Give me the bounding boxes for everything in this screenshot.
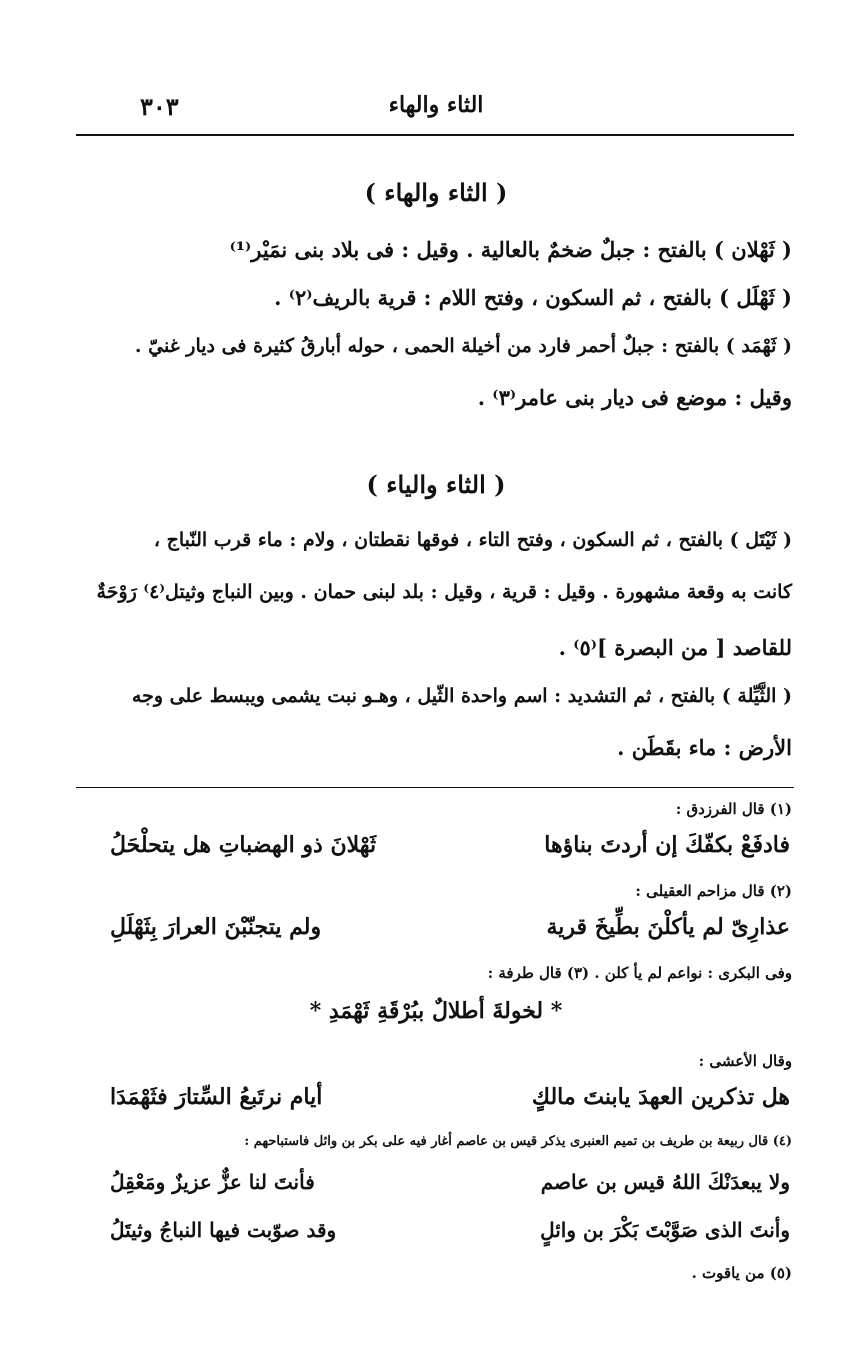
- footnote-rule: [76, 787, 794, 788]
- header-rule: [76, 134, 794, 136]
- entry-line: ( ثَهْلان ) بالفتح : جبلٌ ضخمٌ بالعالية . وقيل : فى بلاد بنى نمَيْر⁽¹⁾: [229, 237, 792, 262]
- verse-hemistich: وأنتَ الذى صَوَّبْتَ بَكْرَ بن وائلٍ: [540, 1218, 790, 1242]
- footnote-verse: * لخولةَ أطلالٌ ببُرْقَةِ ثَهْمَدِ *: [309, 998, 563, 1024]
- entry-line: ( ثَهْلَل ) بالفتح ، ثم السكون ، وفتح اللام : قرية بالريف⁽٢⁾ .: [274, 285, 792, 310]
- footnote-heading: وقال الأعشى :: [698, 1052, 792, 1070]
- page-number: ٣٠٣: [140, 92, 179, 121]
- footnote-note: وفى البكرى : نواعم لم يأ كلن . (٣) قال طرفة :: [487, 964, 792, 982]
- entry-line: ( ثَيْتَل ) بالفتح ، ثم السكون ، وفتح التاء ، فوقها نقطتان ، ولام : ماء قرب النّباج ،: [153, 529, 792, 551]
- entry-line: وقيل : موضع فى ديار بنى عامر⁽٣⁾ .: [477, 385, 792, 410]
- verse-hemistich: ولم يتجنّبْنَ العرارَ بِثَهْلَلِ: [110, 914, 322, 940]
- entry-line: للقاصد [ من البصرة ]⁽٥⁾ .: [558, 635, 792, 660]
- footnote-source: (٥) من ياقوت .: [691, 1264, 792, 1282]
- verse-hemistich: فأنتَ لنا عزٌّ عزيزٌ ومَعْقِلُ: [110, 1170, 315, 1194]
- verse-hemistich: وقد صوّبت فيها النباجُ وثيتَلُ: [110, 1218, 337, 1242]
- footnote-heading: (٤) قال ربيعة بن طريف بن تميم العنبرى يذكر قيس بن عاصم أغار فيه على بكر بن وائل فاستباحهم :: [244, 1134, 792, 1149]
- verse-hemistich: عذارِىّ لم يأكلْنَ بطِّيخَ قرية: [546, 914, 790, 940]
- verse-hemistich: ثَهْلانَ ذو الهضباتِ هل يتحلْحَلُ: [110, 832, 377, 858]
- entry-line: ( الثَّيِّلة ) بالفتح ، ثم التشديد : اسم واحدة الثّيل ، وهـو نبت يشمى ويبسط على وجه: [131, 685, 792, 707]
- page-header: [80, 92, 792, 132]
- section-title-tha-ha: ( الثاء والهاء ): [364, 178, 508, 207]
- verse-hemistich: فادفَعْ بكفّكَ إن أردتَ بناؤها: [544, 832, 790, 858]
- footnote-heading: (٢) قال مزاحم العقيلى :: [635, 882, 792, 900]
- verse-hemistich: هل تذكرين العهدَ يابنتَ مالكٍ: [531, 1084, 790, 1110]
- footnote-heading: (١) قال الفرزدق :: [675, 800, 792, 818]
- entry-line: الأرض : ماء بقَطَن .: [617, 735, 792, 760]
- verse-hemistich: ولا يبعدَنْكَ اللهُ قيس بن عاصم: [540, 1170, 790, 1194]
- section-title-tha-ya: ( الثاء والياء ): [366, 470, 506, 499]
- entry-line: كانت به وقعة مشهورة . وقيل : قرية ، وقيل : بلد لبنى حمان . وبين النباج وثيتل⁽٤⁾ رَوْحَةٌ: [96, 581, 792, 603]
- entry-line: ( ثَهْمَد ) بالفتح : جبلٌ أحمر فارد من أخيلة الحمى ، حوله أبارقُ كثيرة فى ديار غنيّ .: [134, 335, 792, 357]
- verse-hemistich: أيام نرتَبعُ السِّتارَ فثَهْمَدَا: [110, 1084, 323, 1110]
- running-title: الثاء والهاء: [388, 92, 484, 118]
